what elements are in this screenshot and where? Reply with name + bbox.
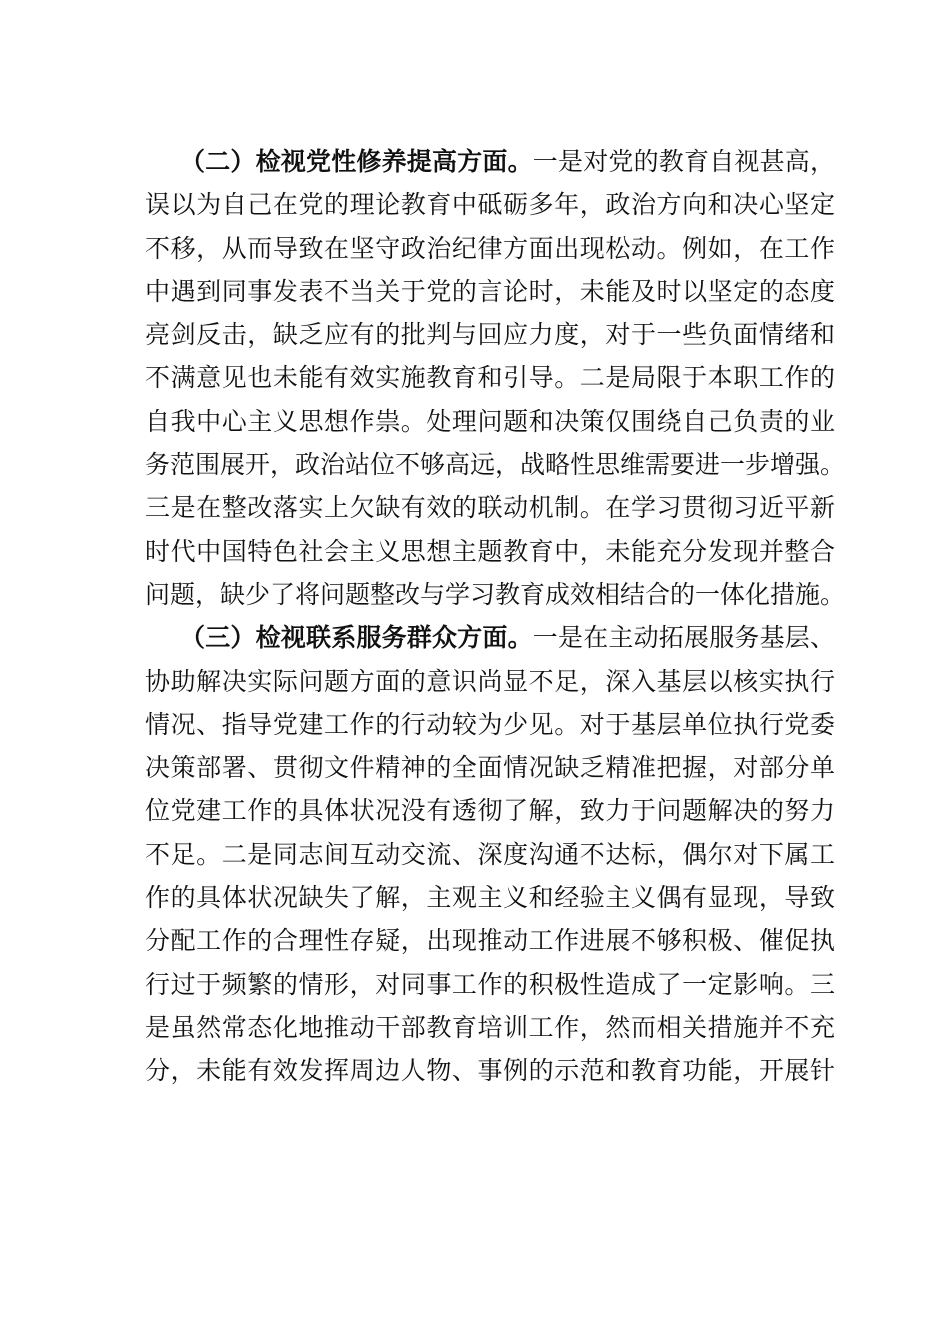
paragraph-line: 协助解决实际问题方面的意识尚显不足，深入基层以核实执行: [145, 666, 835, 696]
paragraph-line: 决策部署、贯彻文件精神的全面情况缺乏精准把握，对部分单: [145, 753, 835, 783]
document-body: [145, 140, 846, 1093]
paragraph-serving-masses: [145, 616, 835, 1092]
paragraph-line: 中遇到同事发表不当关于党的言论时，未能及时以坚定的态度: [145, 276, 835, 306]
paragraph-line: 位党建工作的具体状况没有透彻了解，致力于问题解决的努力: [145, 796, 835, 826]
section-heading-party-spirit: （二）检视党性修养提高方面。: [180, 147, 533, 176]
paragraph-text: 一是对党的教育自视甚高，: [532, 147, 835, 176]
paragraph-text: 一是在主动拓展服务基层、: [532, 623, 835, 653]
paragraph-line: 不满意见也未能有效实施教育和引导。二是局限于本职工作的: [145, 363, 835, 393]
paragraph-line: 不足。二是同志间互动交流、深度沟通不达标，偶尔对下属工: [145, 839, 835, 869]
paragraph-line: 行过于频繁的情形，对同事工作的积极性造成了一定影响。三: [145, 969, 835, 999]
paragraph-line: 务范围展开，政治站位不够高远，战略性思维需要进一步增强。: [145, 450, 846, 480]
paragraph-line: 是虽然常态化地推动干部教育培训工作，然而相关措施并不充: [145, 1012, 835, 1042]
paragraph-line: [145, 616, 835, 659]
paragraph-party-spirit: [145, 140, 846, 616]
paragraph-line: 问题，缺少了将问题整改与学习教育成效相结合的一体化措施。: [145, 579, 846, 609]
paragraph-line: 情况、指导党建工作的行动较为少见。对于基层单位执行党委: [145, 709, 835, 739]
paragraph-line: 分，未能有效发挥周边人物、事例的示范和教育功能，开展针: [145, 1056, 835, 1086]
paragraph-line: 三是在整改落实上欠缺有效的联动机制。在学习贯彻习近平新: [145, 493, 835, 523]
paragraph-line: 亮剑反击，缺乏应有的批判与回应力度，对于一些负面情绪和: [145, 320, 835, 350]
section-heading-serving-masses: （三）检视联系服务群众方面。: [180, 623, 533, 653]
paragraph-line: 误以为自己在党的理论教育中砥砺多年，政治方向和决心坚定: [145, 190, 835, 220]
paragraph-line: 分配工作的合理性存疑，出现推动工作进展不够积极、催促执: [145, 926, 835, 956]
paragraph-line: 时代中国特色社会主义思想主题教育中，未能充分发现并整合: [145, 536, 835, 566]
paragraph-line: [145, 140, 835, 183]
paragraph-line: 作的具体状况缺失了解，主观主义和经验主义偶有显现，导致: [145, 883, 835, 913]
paragraph-line: 自我中心主义思想作祟。处理问题和决策仅围绕自己负责的业: [145, 406, 835, 436]
paragraph-line: 不移，从而导致在坚守政治纪律方面出现松动。例如，在工作: [145, 233, 835, 263]
